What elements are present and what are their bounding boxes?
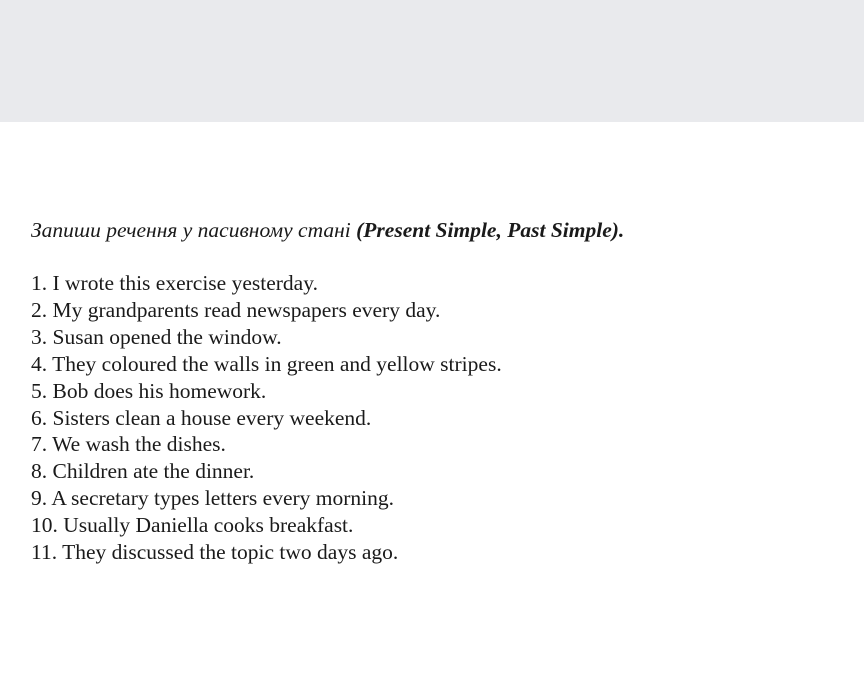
sentence-item: 2. My grandparents read newspapers every day.	[31, 297, 441, 322]
sentence-item: 7. We wash the dishes.	[31, 432, 226, 457]
exercise-document	[31, 216, 831, 566]
top-gray-band	[0, 0, 864, 122]
sentence-list	[31, 270, 831, 566]
sentence-item: 5. Bob does his homework.	[31, 378, 267, 403]
instruction-line	[31, 216, 831, 244]
sentence-item: 3. Susan opened the window.	[31, 324, 282, 349]
sentence-item: 6. Sisters clean a house every weekend.	[31, 405, 372, 430]
sentence-item: 9. A secretary types letters every morning.	[31, 486, 395, 511]
sentence-item: 10. Usually Daniella cooks breakfast.	[31, 513, 354, 538]
sentence-item: 8. Children ate the dinner.	[31, 459, 255, 484]
sentence-item: 1. I wrote this exercise yesterday.	[31, 271, 318, 295]
sentence-item: 4. They coloured the walls in green and yellow stripes.	[31, 351, 502, 376]
sentence-item: 11. They discussed the topic two days ago.	[31, 540, 399, 565]
instruction-tenses: (Present Simple, Past Simple).	[356, 218, 625, 242]
instruction-text: Запиши речення у пасивному стані	[31, 218, 351, 242]
